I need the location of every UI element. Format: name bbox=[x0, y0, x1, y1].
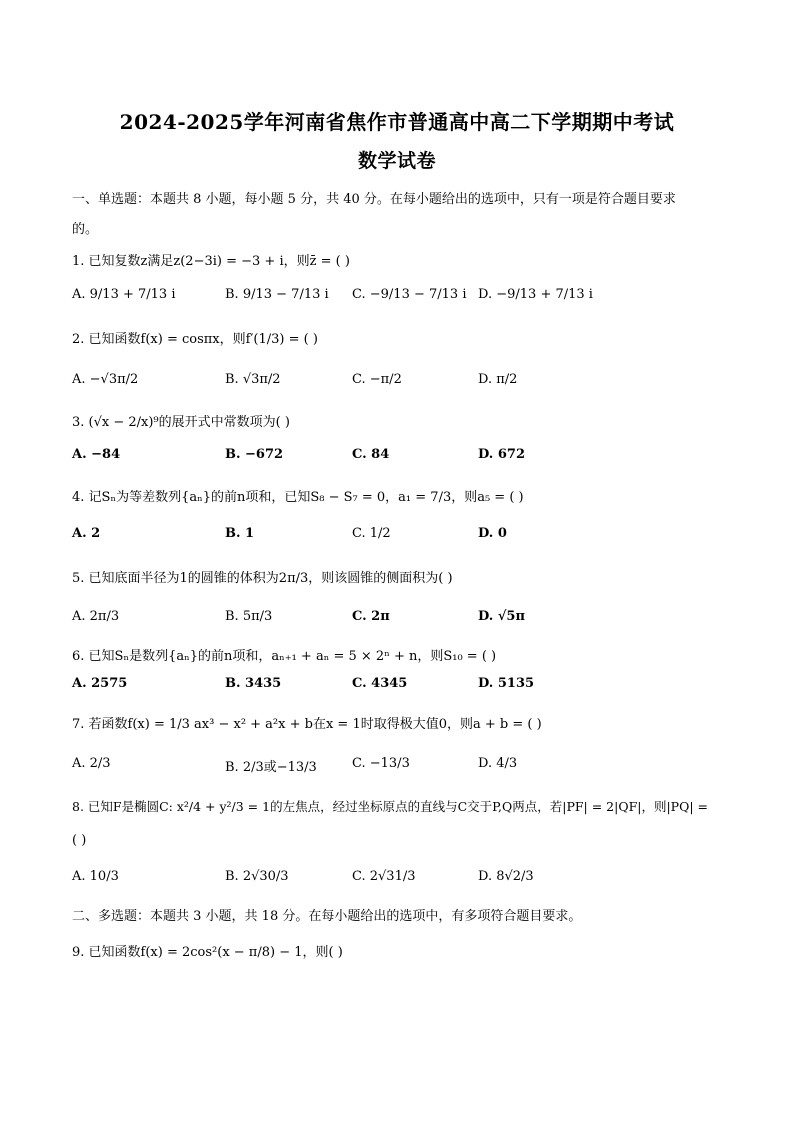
question-3-option-b: B. −672 bbox=[225, 447, 284, 462]
question-7-option-c: C. −13/3 bbox=[352, 756, 410, 771]
question-1-stem: 1. 已知复数z满足z(2−3i) = −3 + i，则z̄ = ( ) bbox=[72, 254, 350, 269]
question-7-stem: 7. 若函数f(x) = 1/3 ax³ − x² + a²x + b在x = 1时取得极大值0，则a + b = ( ) bbox=[72, 717, 542, 732]
question-8-stem-continued: ( ) bbox=[72, 833, 87, 848]
question-3-option-c: C. 84 bbox=[352, 447, 390, 462]
question-6-option-b: B. 3435 bbox=[225, 676, 282, 691]
question-7-option-a: A. 2/3 bbox=[72, 756, 111, 771]
question-4-option-c: C. 1/2 bbox=[352, 526, 391, 541]
question-7-option-d: D. 4/3 bbox=[478, 756, 518, 771]
question-2-stem: 2. 已知函数f(x) = cosπx，则f′(1/3) = ( ) bbox=[72, 332, 318, 347]
section-single-line1: 一、单选题：本题共 8 小题，每小题 5 分，共 40 分。在每小题给出的选项中，只有一项是符合题目要求 bbox=[72, 192, 676, 207]
question-5-option-c: C. 2π bbox=[352, 609, 390, 624]
question-1-option-a: A. 9/13 + 7/13 i bbox=[72, 287, 176, 302]
question-3-option-d: D. 672 bbox=[478, 447, 525, 462]
question-9-stem: 9. 已知函数f(x) = 2cos²(x − π/8) − 1，则( ) bbox=[72, 945, 343, 960]
question-6-option-d: D. 5135 bbox=[478, 676, 535, 691]
question-3-stem: 3. (√x − 2/x)⁹的展开式中常数项为( ) bbox=[72, 415, 290, 430]
question-1-option-c: C. −9/13 − 7/13 i bbox=[352, 287, 467, 302]
question-6-option-a: A. 2575 bbox=[72, 676, 128, 691]
question-4-stem: 4. 记Sₙ为等差数列{aₙ}的前n项和，已知S₈ − S₇ = 0，a₁ = 7/3，则a₅ = ( ) bbox=[72, 490, 524, 505]
section-single-line2: 的。 bbox=[72, 222, 99, 237]
question-2-option-d: D. π/2 bbox=[478, 372, 518, 387]
question-8-option-a: A. 10/3 bbox=[72, 869, 119, 884]
question-1-option-d: D. −9/13 + 7/13 i bbox=[478, 287, 593, 302]
question-1-option-b: B. 9/13 − 7/13 i bbox=[225, 287, 329, 302]
question-8-option-b: B. 2√30/3 bbox=[225, 869, 289, 884]
question-4-option-d: D. 0 bbox=[478, 526, 507, 541]
question-5-stem: 5. 已知底面半径为1的圆锥的体积为2π/3，则该圆锥的侧面积为( ) bbox=[72, 571, 453, 586]
question-3-option-a: A. −84 bbox=[72, 447, 121, 462]
question-6-stem: 6. 已知Sₙ是数列{aₙ}的前n项和，aₙ₊₁ + aₙ = 5 × 2ⁿ + n，则S₁₀ = ( ) bbox=[72, 649, 497, 664]
question-4-option-a: A. 2 bbox=[72, 526, 101, 541]
question-8-option-d: D. 8√2/3 bbox=[478, 869, 534, 884]
question-2-option-b: B. √3π/2 bbox=[225, 372, 281, 387]
question-7-option-b: B. 2/3或−13/3 bbox=[225, 760, 317, 775]
exam-title: 2024-2025学年河南省焦作市普通高中高二下学期期中考试 bbox=[119, 110, 675, 134]
question-5-option-a: A. 2π/3 bbox=[72, 609, 120, 624]
question-5-option-d: D. √5π bbox=[478, 609, 525, 624]
question-5-option-b: B. 5π/3 bbox=[225, 609, 273, 624]
question-2-option-c: C. −π/2 bbox=[352, 372, 402, 387]
question-6-option-c: C. 4345 bbox=[352, 676, 408, 691]
question-8-stem: 8. 已知F是椭圆C: x²/4 + y²/3 = 1的左焦点，经过坐标原点的直线与C交于P,Q两点，若|PF| = 2|QF|，则|PQ| = bbox=[72, 799, 708, 814]
exam-subtitle: 数学试卷 bbox=[357, 150, 436, 172]
question-8-option-c: C. 2√31/3 bbox=[352, 869, 416, 884]
section-multi-line1: 二、多选题：本题共 3 小题，共 18 分。在每小题给出的选项中，有多项符合题目要求。 bbox=[72, 909, 582, 924]
question-2-option-a: A. −√3π/2 bbox=[72, 372, 139, 387]
question-4-option-b: B. 1 bbox=[225, 526, 255, 541]
